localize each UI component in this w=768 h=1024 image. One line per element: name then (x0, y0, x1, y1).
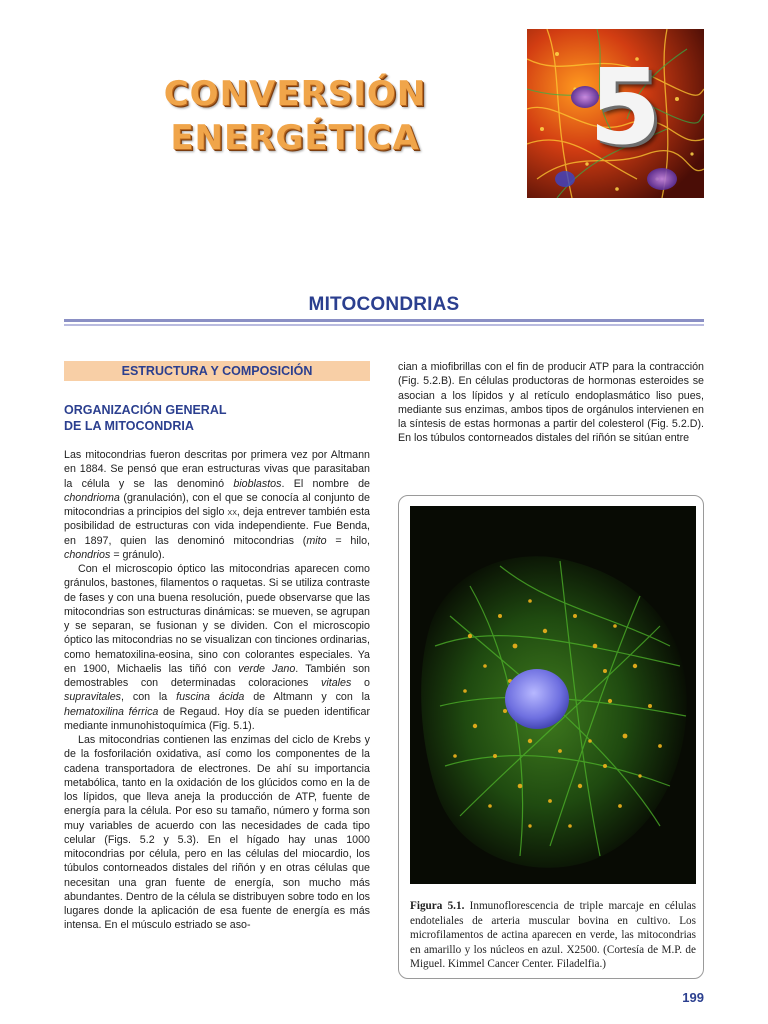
page-number: 199 (682, 990, 704, 1005)
chapter-title-line-2: ENERGÉTICA (170, 118, 420, 158)
figure-caption (410, 899, 696, 972)
subsection-band: ESTRUCTURA Y COMPOSICIÓN (64, 361, 370, 381)
chapter-title-line-1: CONVERSIÓN (163, 74, 427, 114)
subsection-heading-line-1: ORGANIZACIÓN GENERAL (64, 403, 227, 417)
figure-label: Figura 5.1. (410, 900, 465, 912)
body-paragraph: Las mitocondrias contienen las enzimas del ciclo de Krebs y de la fosforilación oxidativa, así como los componentes de la cadena transportadora de electrones. De ahí su importancia metabólica, tanto en la oxidación de los glúcidos como en la de los lípidos, que lleva aneja la producción de ATP, fuente de energía para la célula. Por eso su tamaño, número y forma son muy variables de acuerdo con las necesidades de cada tipo celular (Figs. 5.2 y 5.3). En el hígado hay unas 1000 mitocondrias por célula, pero en las células del miocardio, los túbulos contorneados distales del riñón y en otras células que necesitan una gran fuente de energía, son mucho más abundantes. Dentro de la célula se distribuyen sobre todo en los lugares donde la aplicación de esa fuente de energía es más intensa. En el músculo estriado se aso- (64, 734, 370, 932)
section-title: MITOCONDRIAS (308, 294, 460, 315)
body-column-right (398, 360, 704, 446)
body-paragraph: Las mitocondrias fueron descritas por primera vez por Altmann en 1884. Se pensó que eran estructuras vivas que parasitaban la célula y se las denominó bioblastos. El nombre de chondrioma (granulación), con el que se conocía al conjunto de mitocondrias a principios del siglo xx, deja entrever también esta posibilidad de estructuras con vida independiente. Fue Benda, en 1897, quien las denominó mitocondrias (mito = hilo, chondrios = gránulo). (64, 449, 370, 561)
subsection-heading (64, 402, 370, 434)
body-column-left (64, 448, 370, 933)
section-rule-secondary (64, 324, 704, 326)
figure-image (410, 506, 696, 884)
subsection-heading-line-2: DE LA MITOCONDRIA (64, 419, 194, 433)
figure-caption-text: Inmunoflorescencia de triple marcaje en células endoteliales de arteria muscular bovina en cultivo. Los microfilamentos de actina aparecen en verde, las mitocondrias en amarillo y los núcleos en azul. X2500. (Cortesía de M.P. de Miguel. Kimmel Cancer Center. Filadelfia.) (410, 900, 696, 970)
chapter-opener-image (527, 29, 704, 198)
chapter-number: 5 (589, 46, 662, 168)
endothelial-cell-fluorescence-illustration (410, 506, 696, 884)
body-paragraph: cian a miofibrillas con el fin de producir ATP para la contracción (Fig. 5.2.B). En células productoras de hormonas esteroides se asocian a los lípidos y al retículo endoplasmático liso pues, mediante sus enzimas, ambos tipos de orgánulos intervienen en la síntesis de estas hormonas a partir del colesterol (Fig. 5.2.D). En los túbulos contorneados distales del riñón se sitúan entre (398, 361, 704, 445)
body-paragraph: Con el microscopio óptico las mitocondrias aparecen como gránulos, bastones, filamentos o raquetas. Si se utiliza contraste de fases y con una buena resolución, puede observarse que las mitocondrias son estructuras dinámicas: se mueven, se agrupan y se separan, se fusionan y se dividen. Con el microscopio óptico las mitocondrias no se visualizan con tinciones ordinarias, como hematoxilina-eosina, sino con colorantes especiales. Ya en 1900, Michaelis las tiñó con verde Jano. También son demostrables con determinadas coloraciones vitales o supravitales, con la fuscina ácida de Altmann y con la hematoxilina férrica de Regaud. Hoy día se pueden identificar mediante inmunohistoquímica (Fig. 5.1). (64, 563, 371, 732)
chapter-title (150, 72, 440, 160)
section-rule (64, 319, 704, 322)
